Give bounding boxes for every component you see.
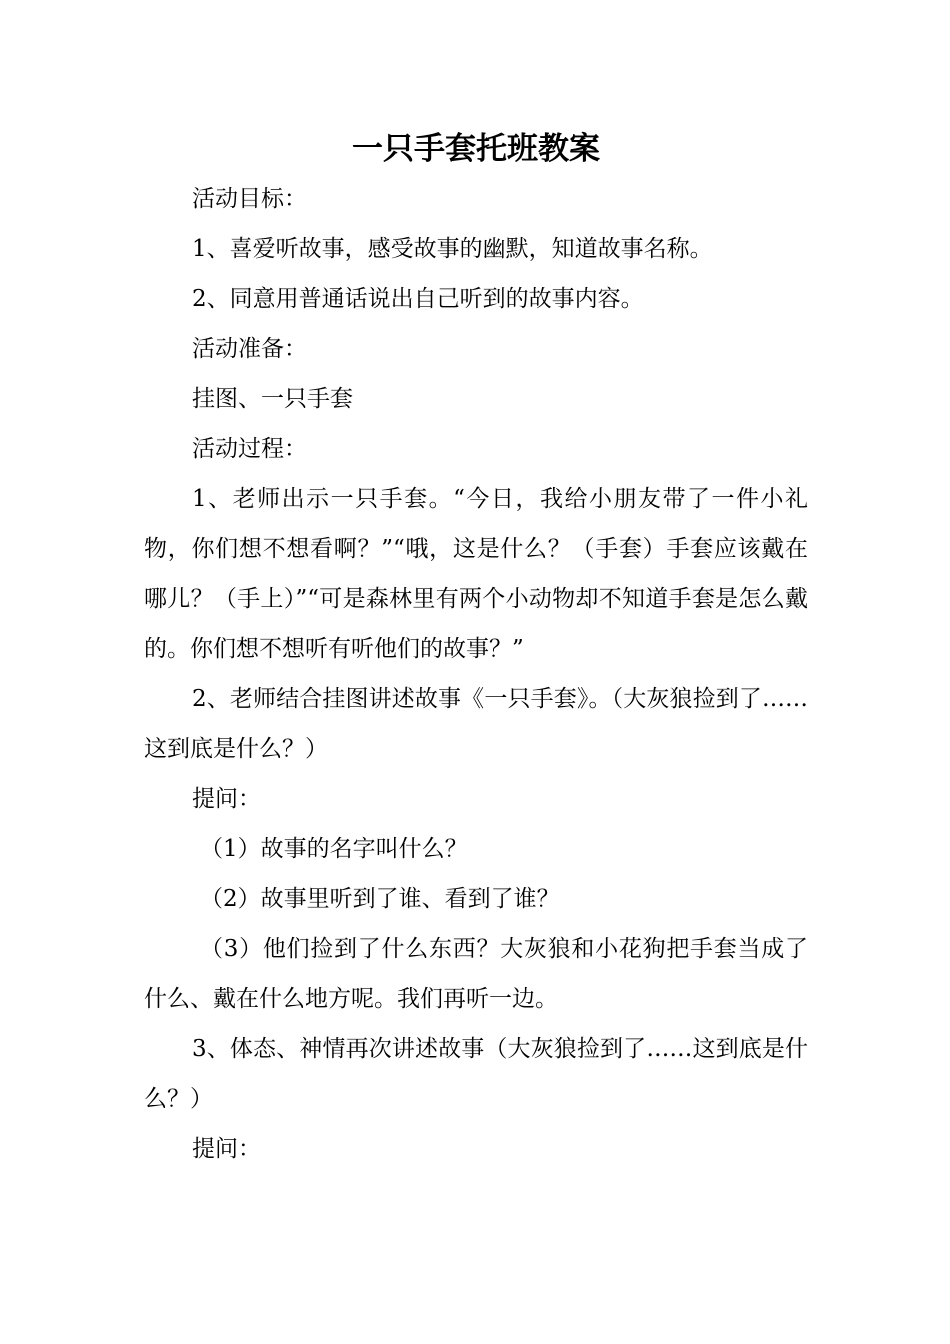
paragraph-question-heading-2: 提问： [192, 1136, 261, 1162]
paragraph-goal-2: 2、同意用普通话说出自己听到的故事内容。 [192, 286, 644, 312]
paragraph-process-step-3: 3、体态、神情再次讲述故事（大灰狼捡到了……这到底是什么？） [144, 1036, 808, 1112]
document-page [144, 0, 808, 1344]
paragraph-process-step-1: 1、老师出示一只手套。“今日，我给小朋友带了一件小礼物，你们想不想看啊？”“哦，这是什么？（手套）手套应该戴在哪儿？（手上）”“可是森林里有两个小动物却不知道手套是怎么戴的。你们想不想听有听他们的故事？” [144, 486, 808, 662]
paragraph-question-3: （3）他们捡到了什么东西？大灰狼和小花狗把手套当成了什么、戴在什么地方呢。我们再听一边。 [144, 936, 808, 1012]
paragraph-goals-heading: 活动目标： [192, 186, 307, 212]
paragraph-process-heading: 活动过程： [192, 436, 307, 462]
paragraph-question-1: （1）故事的名字叫什么？ [200, 836, 468, 862]
document-title: 一只手套托班教案 [352, 131, 600, 167]
paragraph-question-heading: 提问： [192, 786, 261, 812]
paragraph-process-step-2: 2、老师结合挂图讲述故事《一只手套》。（大灰狼捡到了……这到底是什么？） [144, 686, 808, 762]
paragraph-goal-1: 1、喜爱听故事，感受故事的幽默，知道故事名称。 [192, 236, 713, 262]
paragraph-preparation-heading: 活动准备： [192, 336, 307, 362]
paragraph-preparation-items: 挂图、一只手套 [192, 386, 353, 412]
document-body [144, 174, 808, 1174]
paragraph-question-2: （2）故事里听到了谁、看到了谁？ [200, 886, 560, 912]
